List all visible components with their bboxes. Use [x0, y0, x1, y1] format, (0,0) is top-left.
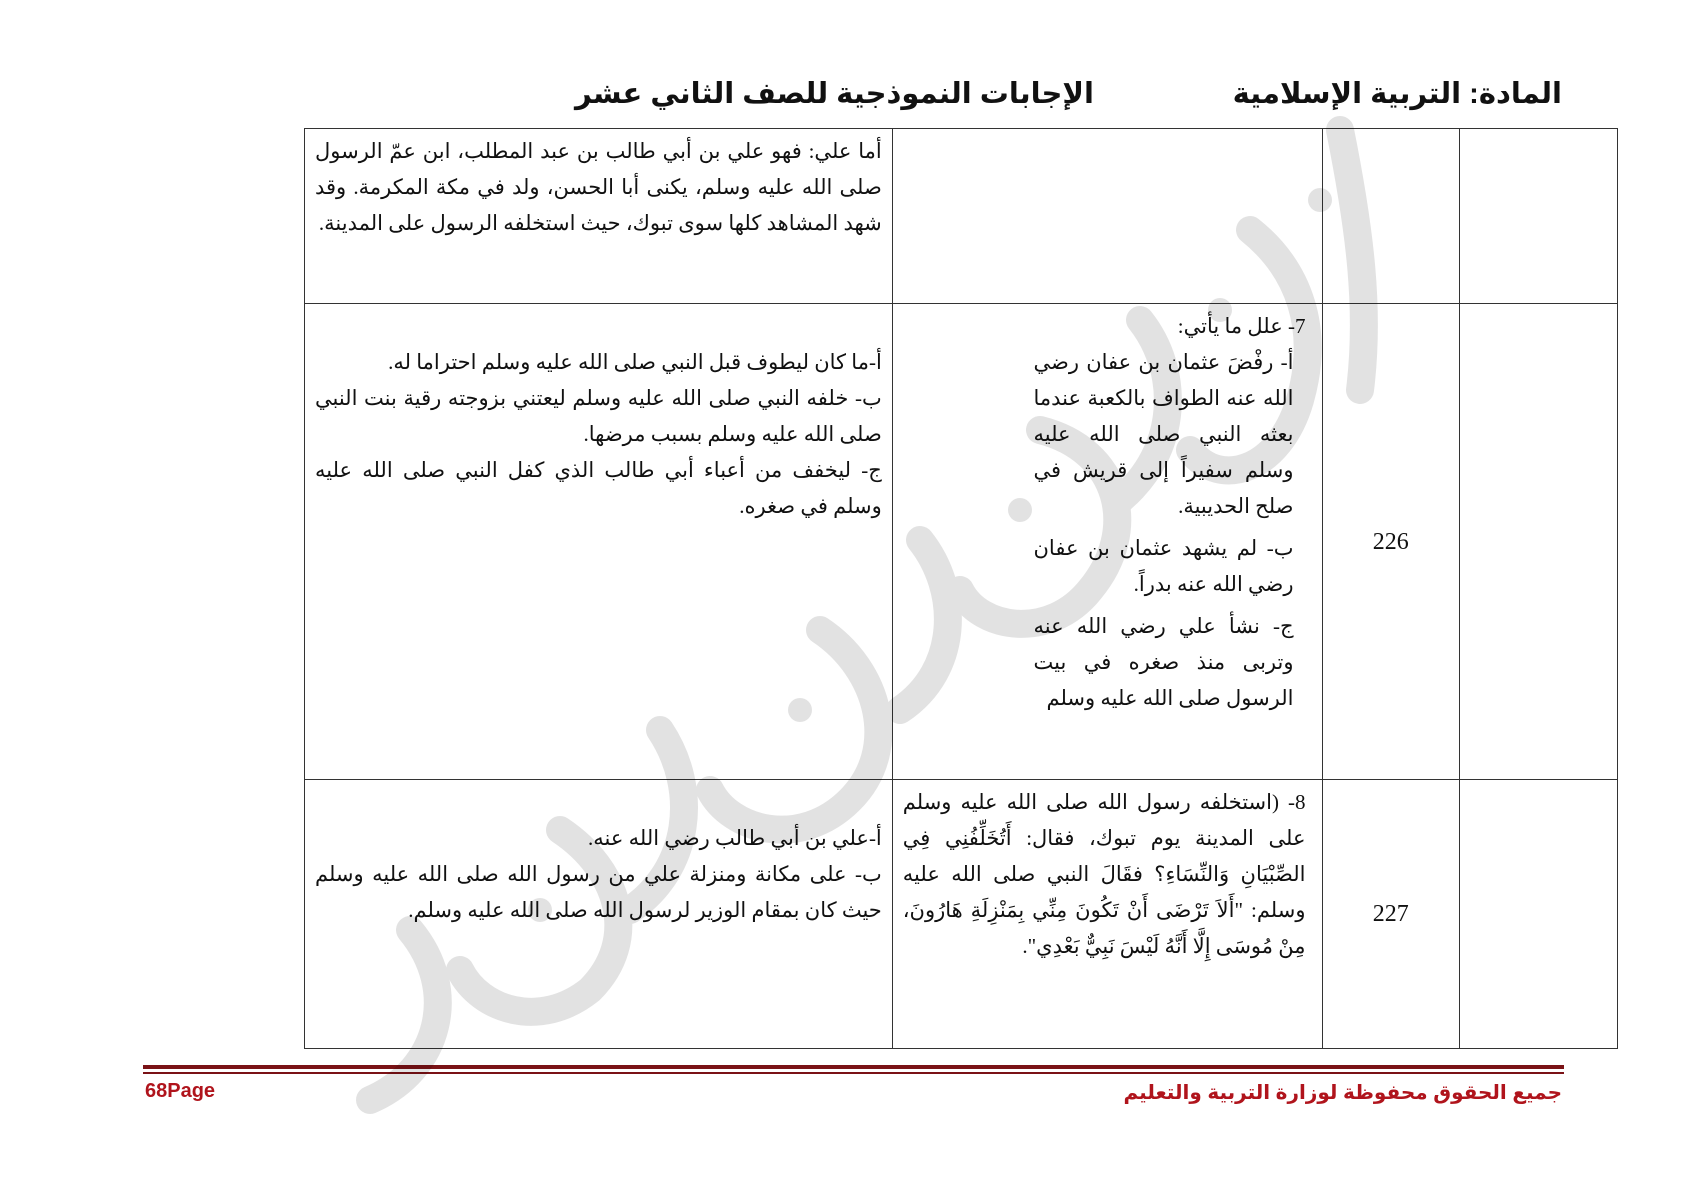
answer-cell	[305, 129, 893, 304]
empty-cell	[1459, 780, 1617, 1049]
answer-cell	[305, 780, 893, 1049]
question-item-a: أ- رفْضَ عثمان بن عفان رضي الله عنه الطواف بالكعبة عندما بعثه النبي صلى الله عليه وسلم سفيراً إلى قريش في صلح الحديبية.	[1033, 350, 1294, 518]
question-cell	[892, 780, 1322, 1049]
page-header	[575, 68, 1562, 118]
answer-item-b: ب- على مكانة ومنزلة علي من رسول الله صلى الله عليه وسلم حيث كان بمقام الوزير لرسول الله صلى الله عليه وسلم.	[315, 862, 882, 922]
answer-item-b: ب- خلفه النبي صلى الله عليه وسلم ليعتني بزوجته رقية بنت النبي صلى الله عليه وسلم بسبب مرضها.	[315, 386, 882, 446]
page-number-label: 68Page	[145, 1080, 216, 1102]
answer-text: أما علي: فهو علي بن أبي طالب بن عبد المطلب، ابن عمّ الرسول صلى الله عليه وسلم، يكنى أبا الحسن، ولد في مكة المكرمة. وقد شهد المشاهد كلها سوى تبوك، حيث استخلفه الرسول على المدينة.	[315, 139, 882, 235]
question-heading: 7- علل ما يأتي:	[1177, 314, 1306, 338]
page-number-cell: 226	[1322, 304, 1459, 780]
question-cell	[892, 304, 1322, 780]
question-heading: 8- (استخلفه رسول الله صلى الله عليه وسلم على المدينة يوم تبوك، فقال: أَتُخَلِّفُنِي فِي الصِّبْيَانِ وَالنِّسَاءِ؟ فقَالَ النبي صلى الله عليه وسلم: "أَلاَ تَرْضَى أَنْ تَكُونَ مِنِّي بِمَنْزِلَةِ هَارُونَ، مِنْ مُوسَى إِلَّا أَنَّهُ لَيْسَ نَبِيٌّ بَعْدِي".	[902, 790, 1306, 958]
empty-cell	[1459, 304, 1617, 780]
table-row	[305, 129, 1618, 304]
table-row	[305, 304, 1618, 780]
answers-table	[304, 128, 1618, 1049]
question-item-b: ب- لم يشهد عثمان بن عفان رضي الله عنه بدراً.	[1033, 536, 1294, 596]
rights-notice: جميع الحقوق محفوظة لوزارة التربية والتعليم	[1123, 1082, 1562, 1104]
footer-rule-thin	[143, 1072, 1564, 1074]
page-number-cell: 227	[1322, 780, 1459, 1049]
empty-cell	[1459, 129, 1617, 304]
answer-item-a: أ-ما كان ليطوف قبل النبي صلى الله عليه وسلم احتراما له.	[388, 350, 882, 374]
table-row	[305, 780, 1618, 1049]
answer-item-a: أ-علي بن أبي طالب رضي الله عنه.	[588, 826, 882, 850]
footer-rule-thick	[143, 1065, 1564, 1069]
question-item-c: ج- نشأ علي رضي الله عنه وتربى منذ صغره في بيت الرسول صلى الله عليه وسلم	[1033, 614, 1294, 710]
question-cell	[892, 129, 1322, 304]
page-number-cell	[1322, 129, 1459, 304]
subject-title: المادة: التربية الإسلامية	[1232, 77, 1562, 110]
answer-item-c: ج- ليخفف من أعباء أبي طالب الذي كفل النبي صلى الله عليه وسلم في صغره.	[315, 458, 882, 518]
document-title: الإجابات النموذجية للصف الثاني عشر	[575, 77, 1094, 110]
answer-cell	[305, 304, 893, 780]
